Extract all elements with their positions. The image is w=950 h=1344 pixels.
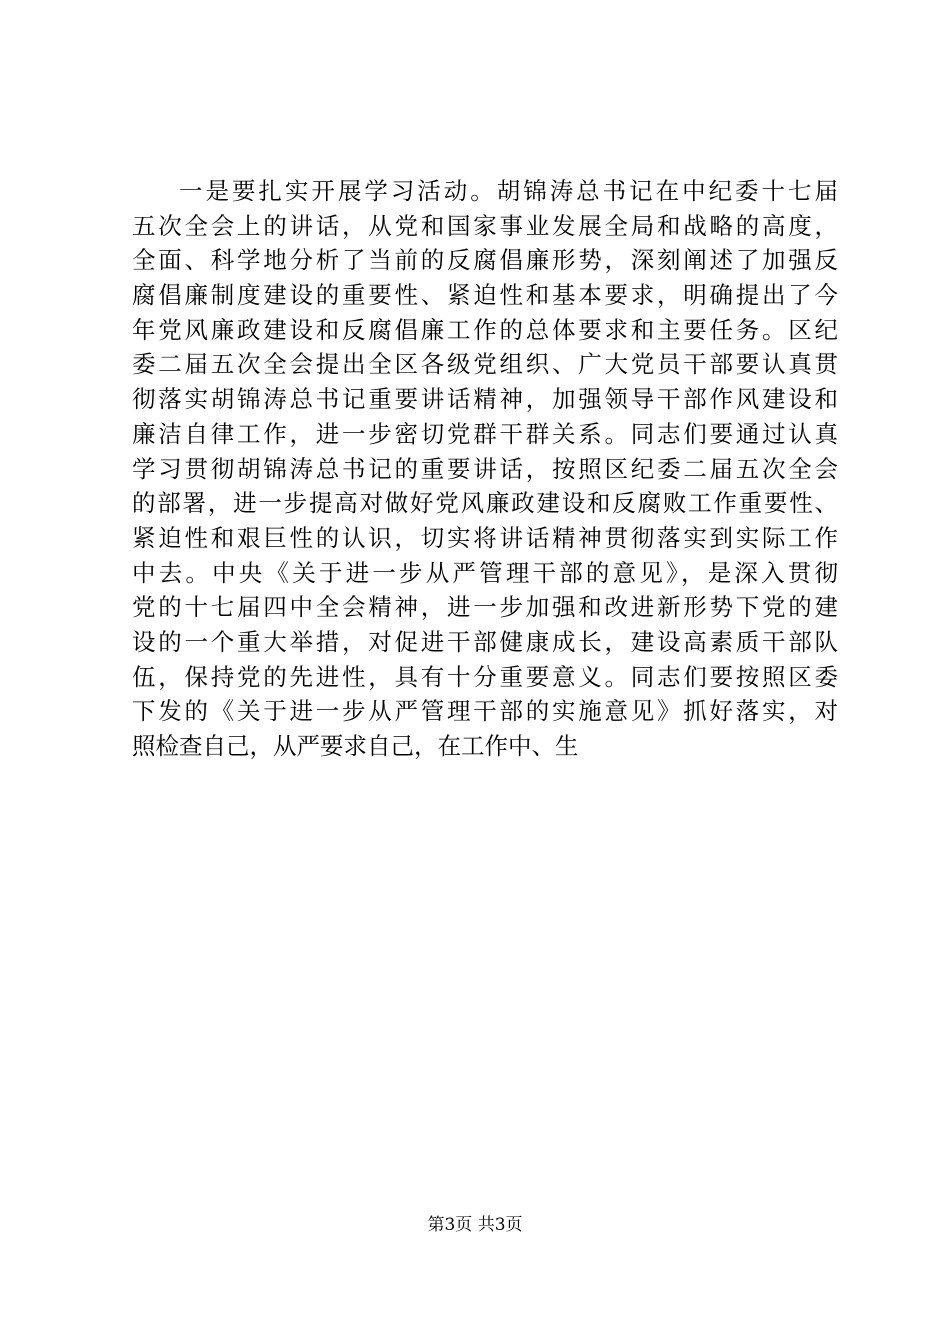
body-paragraph [132,174,838,764]
text-line: 学习贯彻胡锦涛总书记的重要讲话，按照区纪委二届五次全会 [132,454,838,483]
text-line: 年党风廉政建设和反腐倡廉工作的总体要求和主要任务。区纪 [132,315,838,344]
text-line: 设的一个重大举措，对促进干部健康成长，建设高素质干部队 [132,627,838,656]
text-line: 廉洁自律工作，进一步密切党群干群关系。同志们要通过认真 [132,419,838,448]
text-line: 的部署，进一步提高对做好党风廉政建设和反腐败工作重要性、 [132,489,838,518]
text-line: 党的十七届四中全会精神，进一步加强和改进新形势下党的建 [132,593,838,622]
text-line: 照检查自己，从严要求自己，在工作中、生 [132,732,579,760]
text-line: 伍，保持党的先进性，具有十分重要意义。同志们要按照区委 [132,662,838,691]
page-number-footer: 第3页 共3页 [427,1215,523,1235]
text-line: 五次全会上的讲话，从党和国家事业发展全局和战略的高度， [132,211,838,240]
text-line: 下发的《关于进一步从严管理干部的实施意见》抓好落实，对 [132,697,838,726]
text-line: 腐倡廉制度建设的重要性、紧迫性和基本要求，明确提出了今 [132,281,838,310]
text-line: 一是要扎实开展学习活动。胡锦涛总书记在中纪委十七届 [179,177,838,205]
text-line: 紧迫性和艰巨性的认识，切实将讲话精神贯彻落实到实际工作 [132,523,838,552]
text-line: 彻落实胡锦涛总书记重要讲话精神，加强领导干部作风建设和 [132,385,838,414]
text-line: 全面、科学地分析了当前的反腐倡廉形势，深刻阐述了加强反 [132,246,838,275]
text-line: 中去。中央《关于进一步从严管理干部的意见》，是深入贯彻 [132,558,838,587]
text-line: 委二届五次全会提出全区各级党组织、广大党员干部要认真贯 [132,350,838,379]
